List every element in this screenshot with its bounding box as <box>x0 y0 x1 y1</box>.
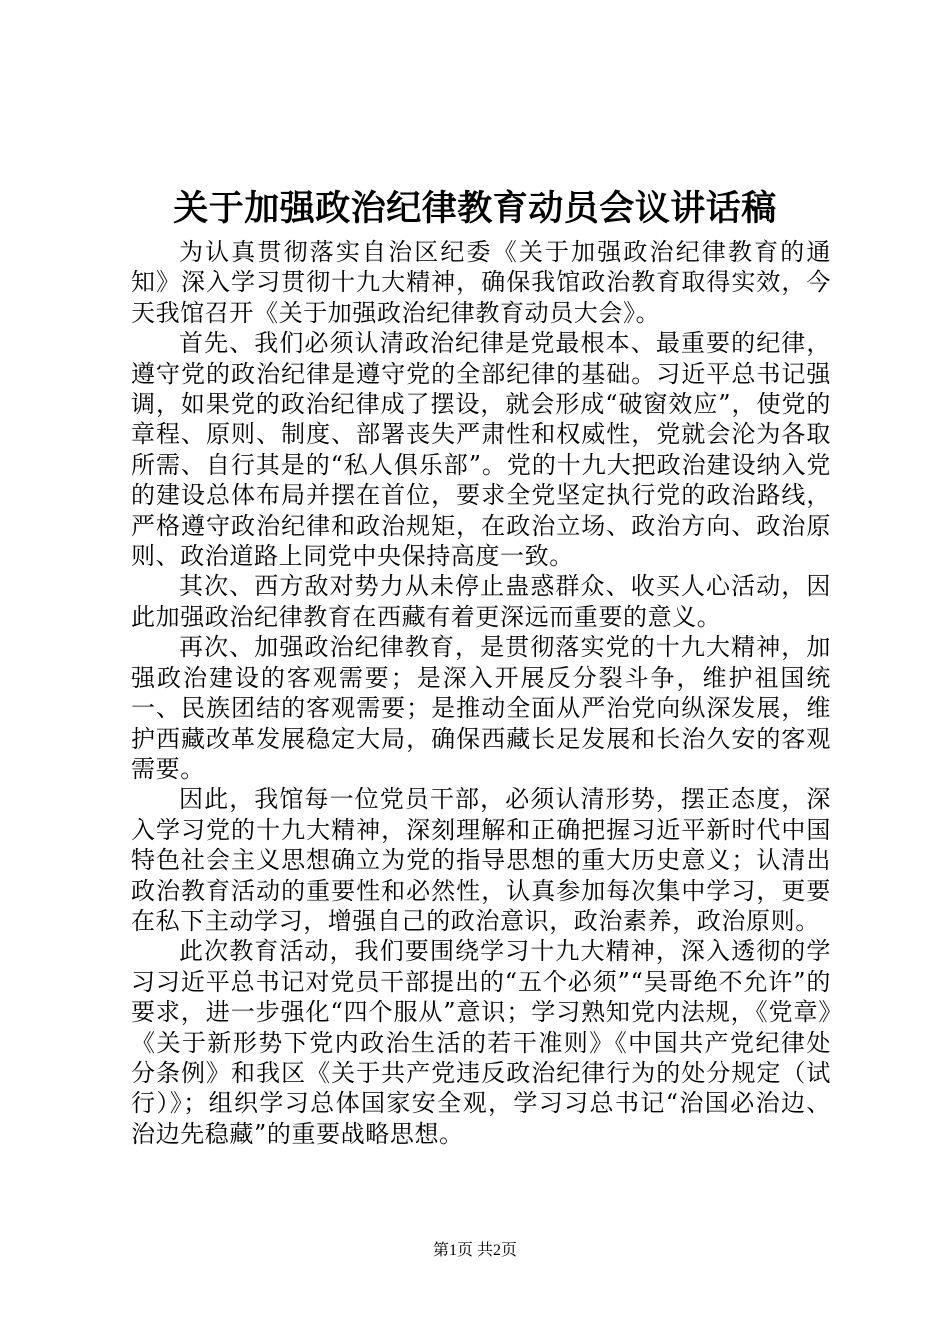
paragraph: 再次、加强政治纪律教育，是贯彻落实党的十九大精神，加强政治建设的客观需要；是深入开展反分裂斗争，维护祖国统一、民族团结的客观需要；是推动全面从严治党向纵深发展，维护西藏改革发展稳定大局，确保西藏长足发展和长治久安的客观需要。 <box>131 633 831 783</box>
document-body <box>131 237 831 1149</box>
page-footer: 第1页 共2页 <box>432 1242 517 1259</box>
paragraph: 为认真贯彻落实自治区纪委《关于加强政治纪律教育的通知》深入学习贯彻十九大精神，确保我馆政治教育取得实效，今天我馆召开《关于加强政治纪律教育动员大会》。 <box>131 238 831 327</box>
document-title: 关于加强政治纪律教育动员会议讲话稿 <box>173 189 777 229</box>
paragraph: 其次、西方敌对势力从未停止蛊惑群众、收买人心活动，因此加强政治纪律教育在西藏有着更深远而重要的意义。 <box>131 572 831 631</box>
paragraph: 首先、我们必须认清政治纪律是党最根本、最重要的纪律，遵守党的政治纪律是遵守党的全部纪律的基础。习近平总书记强调，如果党的政治纪律成了摆设，就会形成“破窗效应”，使党的章程、原则、制度、部署丧失严肃性和权威性，党就会沦为各取所需、自行其是的“私人俱乐部”。党的十九大把政治建设纳入党的建设总体布局并摆在首位，要求全党坚定执行党的政治路线，严格遵守政治纪律和政治规矩，在政治立场、政治方向、政治原则、政治道路上同党中央保持高度一致。 <box>131 329 831 571</box>
paragraph: 因此，我馆每一位党员干部，必须认清形势，摆正态度，深入学习党的十九大精神，深刻理解和正确把握习近平新时代中国特色社会主义思想确立为党的指导思想的重大历史意义；认清出政治教育活动的重要性和必然性，认真参加每次集中学习，更要在私下主动学习，增强自己的政治意识，政治素养，政治原则。 <box>131 785 831 935</box>
paragraph: 此次教育活动，我们要围绕学习十九大精神，深入透彻的学习习近平总书记对党员干部提出的“五个必须”“吴哥绝不允许”的要求，进一步强化“四个服从”意识；学习熟知党内法规，《党章》《关于新形势下党内政治生活的若干准则》《中国共产党纪律处分条例》和我区《关于共产党违反政治纪律行为的处分规定（试行）》；组织学习总体国家安全观，学习习总书记“治国必治边、治边先稳藏”的重要战略思想。 <box>131 937 831 1148</box>
